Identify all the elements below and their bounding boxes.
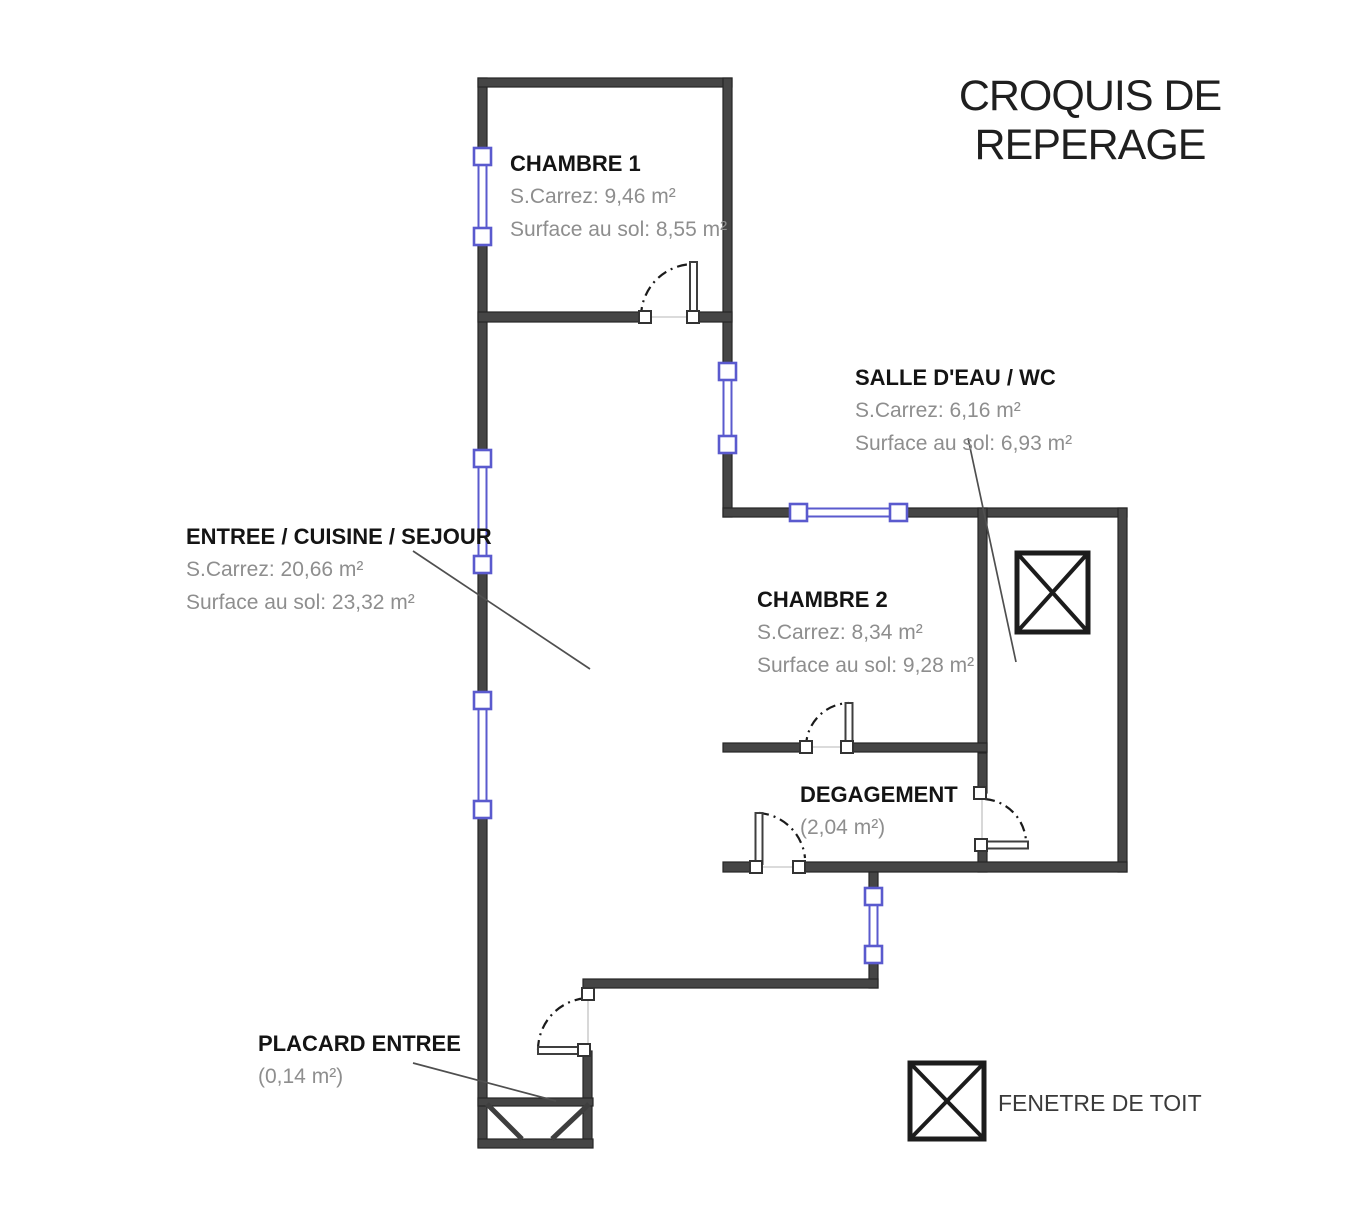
room-name: CHAMBRE 2 xyxy=(757,587,888,612)
room-name: PLACARD ENTREE xyxy=(258,1031,461,1056)
roof-window-legend-icon xyxy=(910,1063,984,1139)
placard-symbol xyxy=(487,1104,589,1139)
roof-window-icon xyxy=(1017,553,1088,632)
label-degagement xyxy=(800,779,958,844)
door-chambre2 xyxy=(800,703,853,753)
window-chambre1-left xyxy=(474,148,491,245)
label-salle-eau xyxy=(855,362,1072,460)
room-floor: Surface au sol: 23,32 m² xyxy=(186,591,415,614)
room-name: ENTREE / CUISINE / SEJOUR xyxy=(186,524,492,549)
room-carrez: S.Carrez: 20,66 m² xyxy=(186,558,364,581)
page-title: CROQUIS DE REPERAGE xyxy=(958,72,1222,169)
window-entree-left-2 xyxy=(474,692,491,818)
legend-roof-window-label: FENETRE DE TOIT xyxy=(998,1090,1202,1116)
label-chambre2 xyxy=(757,584,974,682)
leader-lines xyxy=(413,438,1016,1101)
window-chambre2-top xyxy=(790,504,907,521)
room-carrez: S.Carrez: 9,46 m² xyxy=(510,185,676,208)
label-placard xyxy=(258,1028,461,1093)
room-name: CHAMBRE 1 xyxy=(510,151,641,176)
room-area: (2,04 m²) xyxy=(800,816,886,839)
room-floor: Surface au sol: 9,28 m² xyxy=(757,654,975,677)
room-carrez: S.Carrez: 8,34 m² xyxy=(757,621,923,644)
room-name: SALLE D'EAU / WC xyxy=(855,365,1056,390)
window-corridor-right xyxy=(719,363,736,453)
door-chambre1 xyxy=(639,262,699,323)
door-degagement-entree xyxy=(750,813,805,873)
window-entree-bottom-right xyxy=(865,888,882,963)
room-area: (0,14 m²) xyxy=(258,1065,344,1088)
room-carrez: S.Carrez: 6,16 m² xyxy=(855,399,1021,422)
label-entree xyxy=(186,521,492,619)
room-floor: Surface au sol: 6,93 m² xyxy=(855,432,1073,455)
door-entry xyxy=(538,988,594,1056)
room-name: DEGAGEMENT xyxy=(800,782,958,807)
room-floor: Surface au sol: 8,55 m² xyxy=(510,218,728,241)
label-chambre1 xyxy=(510,148,727,246)
